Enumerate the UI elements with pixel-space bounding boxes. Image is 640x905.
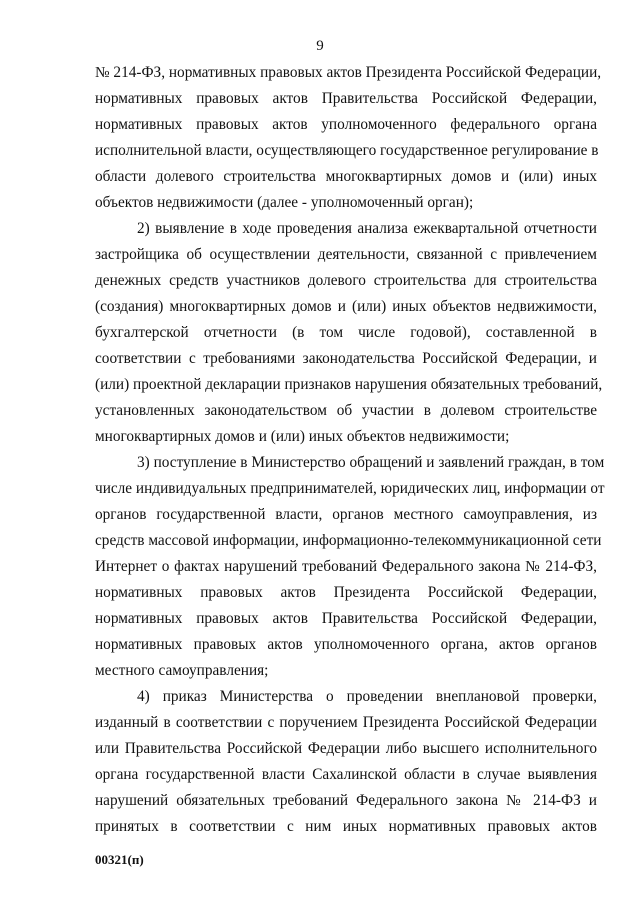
- document-body: [95, 60, 605, 840]
- text-line: бухгалтерской отчетности (в том числе годовой), составленной в: [95, 324, 597, 341]
- page-number: 9: [316, 38, 324, 54]
- text-line: нарушений обязательных требований Федерального закона № 214-ФЗ и: [95, 792, 597, 809]
- paragraph-item-2: [95, 216, 603, 450]
- text-line: установленных законодательством об участии в долевом строительстве: [95, 402, 597, 419]
- text-line: местного самоуправления;: [95, 662, 269, 679]
- text-line: Интернет о фактах нарушений требований Федерального закона № 214-ФЗ,: [95, 558, 597, 575]
- text-line: денежных средств участников долевого строительства для строительства: [95, 272, 597, 289]
- text-line: 2) выявление в ходе проведения анализа ежеквартальной отчетности: [137, 220, 597, 237]
- text-line: принятых в соответствии с ним иных нормативных правовых актов: [95, 818, 597, 835]
- text-line: (создания) многоквартирных домов и (или) иных объектов недвижимости,: [95, 298, 597, 315]
- paragraph-continuation: [95, 60, 602, 216]
- text-line: соответствии с требованиями законодательства Российской Федерации, и: [95, 350, 597, 367]
- text-line: изданный в соответствии с поручением Президента Российской Федерации: [95, 714, 597, 731]
- text-line: нормативных правовых актов Правительства Российской Федерации,: [95, 90, 597, 107]
- text-line: нормативных правовых актов Президента Российской Федерации,: [95, 584, 597, 601]
- text-line: застройщика об осуществлении деятельности, связанной с привлечением: [95, 246, 597, 263]
- text-line: 4) приказ Министерства о проведении внеплановой проверки,: [137, 688, 597, 705]
- text-line: числе индивидуальных предпринимателей, юридических лиц, информации от: [95, 480, 605, 497]
- text-line: объектов недвижимости (далее - уполномоченный орган);: [95, 194, 474, 211]
- document-code: 00321(п): [95, 852, 144, 867]
- text-line: органа государственной власти Сахалинской области в случае выявления: [95, 766, 597, 783]
- paragraph-item-3: [95, 450, 605, 684]
- text-line: или Правительства Российской Федерации либо высшего исполнительного: [95, 740, 597, 757]
- text-line: нормативных правовых актов уполномоченного органа, актов органов: [95, 636, 597, 653]
- paragraph-item-4: [95, 684, 597, 840]
- text-line: нормативных правовых актов Правительства Российской Федерации,: [95, 610, 597, 627]
- text-line: 3) поступление в Министерство обращений и заявлений граждан, в том: [137, 454, 605, 471]
- text-line: № 214-ФЗ, нормативных правовых актов Президента Российской Федерации,: [95, 64, 602, 81]
- text-line: области долевого строительства многоквартирных домов и (или) иных: [95, 168, 597, 185]
- text-line: органов государственной власти, органов местного самоуправления, из: [95, 506, 597, 523]
- text-line: нормативных правовых актов уполномоченного федерального органа: [95, 116, 597, 133]
- text-line: исполнительной власти, осуществляющего государственное регулирование в: [95, 142, 599, 159]
- text-line: средств массовой информации, информационно-телекоммуникационной сети: [95, 532, 602, 549]
- text-line: многоквартирных домов и (или) иных объектов недвижимости;: [95, 428, 510, 445]
- text-line: (или) проектной декларации признаков нарушения обязательных требований,: [95, 376, 603, 393]
